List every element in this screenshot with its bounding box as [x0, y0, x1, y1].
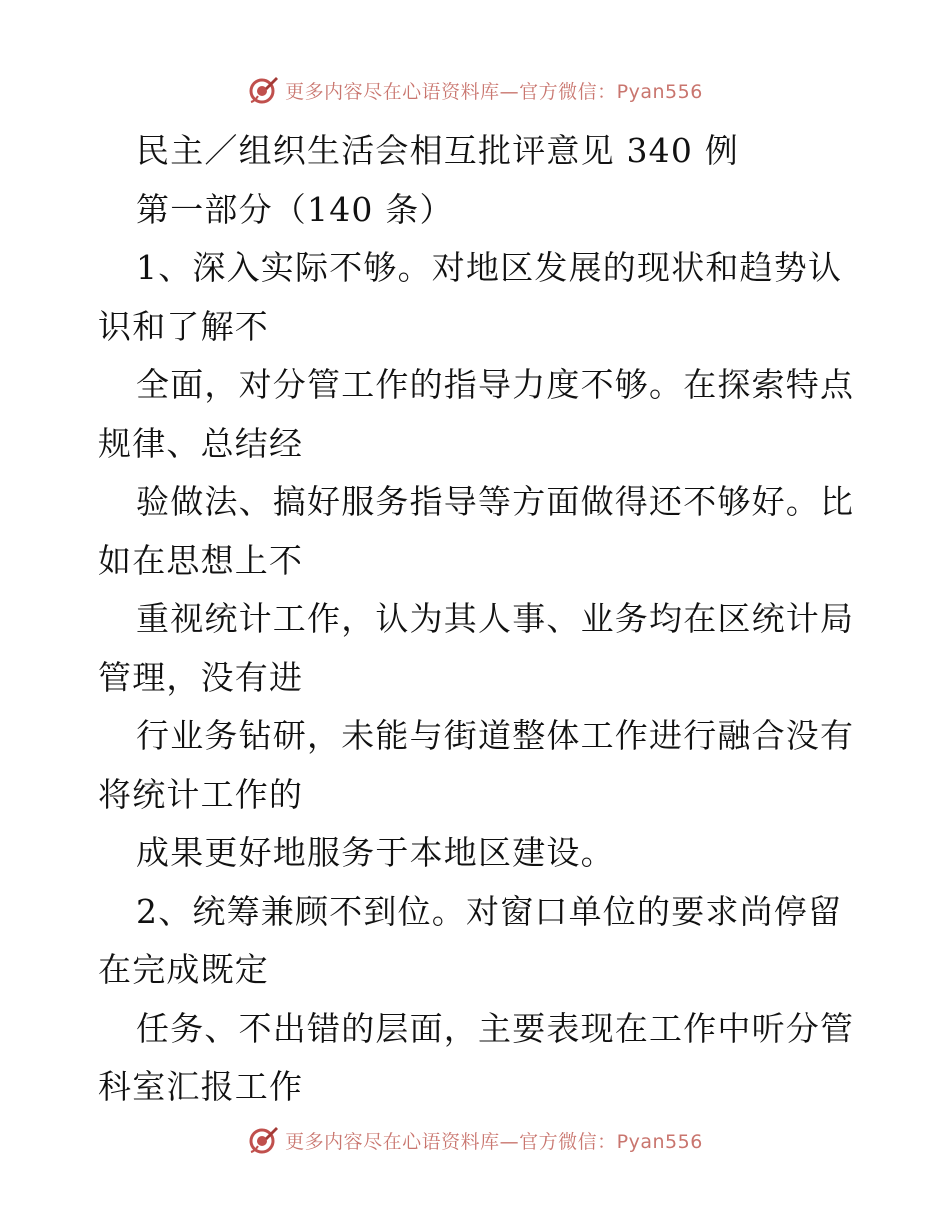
pen-logo-icon — [247, 74, 279, 106]
document-title: 民主／组织生活会相互批评意见 340 例 — [136, 131, 739, 170]
text-line: 在完成既定 — [98, 950, 269, 989]
text-line: 科室汇报工作 — [98, 1067, 304, 1106]
text-line: 成果更好地服务于本地区建设。 — [136, 833, 615, 872]
header-banner-text: 更多内容尽在心语资料库—官方微信：Pyan556 — [285, 80, 703, 103]
text-line: 任务、不出错的层面，主要表现在工作中听分管 — [136, 1008, 855, 1048]
header-banner — [0, 70, 950, 110]
pen-logo-icon — [247, 1124, 279, 1156]
footer-banner — [0, 1120, 950, 1160]
text-line: 如在思想上不 — [98, 540, 304, 580]
section-heading: 第一部分（140 条） — [136, 189, 454, 229]
text-line: 识和了解不 — [98, 306, 269, 346]
footer-banner-text: 更多内容尽在心语资料库—官方微信：Pyan556 — [285, 1130, 703, 1153]
text-line: 验做法、搞好服务指导等方面做得还不够好。比 — [136, 482, 855, 521]
text-line: 管理，没有进 — [98, 657, 304, 697]
document-body — [98, 122, 858, 1117]
text-line: 1、深入实际不够。对地区发展的现状和趋势认 — [136, 248, 843, 287]
text-line: 行业务钻研，未能与街道整体工作进行融合没有 — [136, 716, 855, 755]
text-line: 将统计工作的 — [98, 774, 304, 814]
text-line: 重视统计工作，认为其人事、业务均在区统计局 — [136, 599, 855, 638]
text-line: 全面，对分管工作的指导力度不够。在探索特点 — [136, 365, 855, 404]
text-line: 2、统筹兼顾不到位。对窗口单位的要求尚停留 — [136, 891, 843, 931]
text-line: 规律、总结经 — [98, 423, 304, 463]
